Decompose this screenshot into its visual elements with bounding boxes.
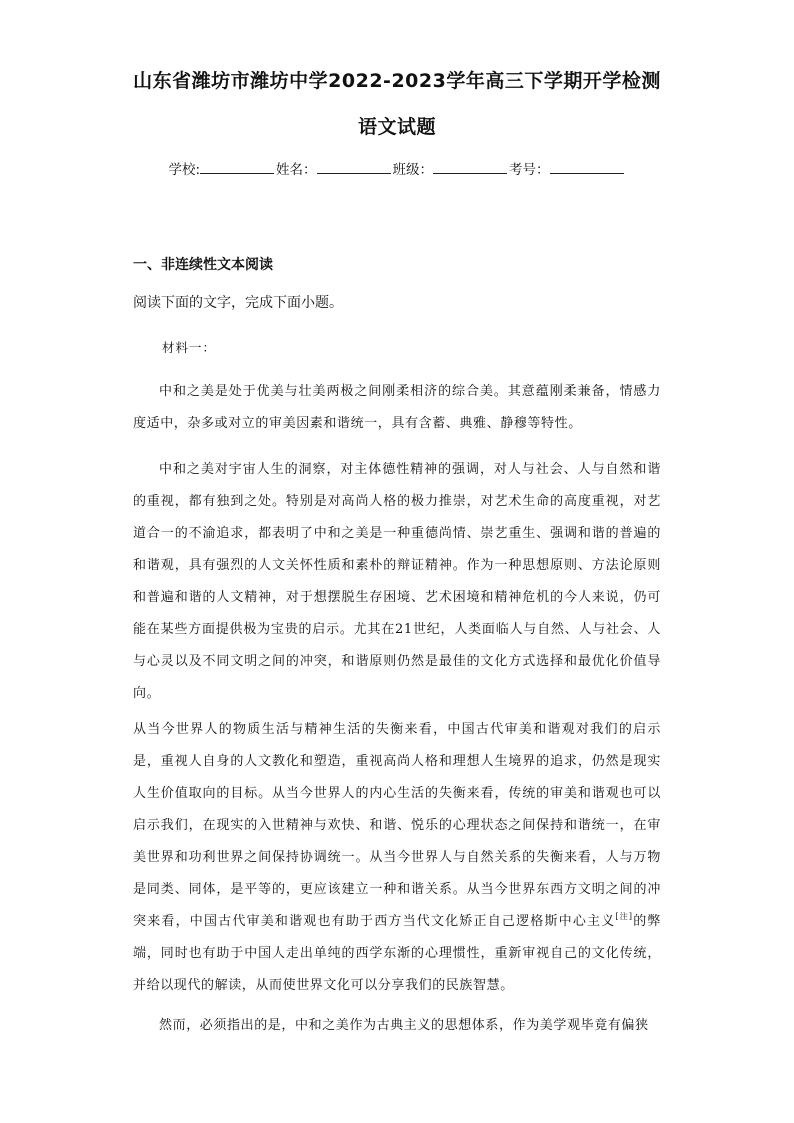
paragraph-3-text-b: 的弊端，同时也有助于中国人走出单纯的西学东渐的心理惯性，重新审视自己的文化传统，并给以现代的解读，从而使世界文化可以分享我们的民族智慧。 <box>133 914 662 993</box>
paragraph-4: 然而，必须指出的是，中和之美作为古典主义的思想体系，作为美学观毕竟有偏狭 <box>159 1018 649 1033</box>
material-label: 材料一： <box>162 340 217 355</box>
school-label: 学校: <box>168 162 201 178</box>
exam-title: 山东省潍坊市潍坊中学2022-2023学年高三下学期开学检测 <box>133 70 661 92</box>
footnote-marker: [注] <box>615 912 633 921</box>
student-info-row <box>0 158 794 178</box>
paragraph-3-text-a: 从当今世界人的物质生活与精神生活的失衡来看，中国古代审美和谐观对我们的启示是，重视人自身的人文教化和塑造，重视高尚人格和理想人生境界的追求，仍然是现实人生价值取向的目标。从当今世界人的内心生活的失衡来看，传统的审美和谐观也可以启示我们，在现实的入世精神与欢快、和谐、悦乐的心理状态之间保持和谐统一，在审美世界和功利世界之间保持协调统一。从当今世界人与自然关系的失衡来看，人与万物是同类、同体，是平等的，更应该建立一种和谐关系。从当今世界东西方文明之间的冲突来看，中国古代审美和谐观也有助于西方当代文化矫正自己逻格斯中心主义 <box>133 722 661 929</box>
exam-subtitle: 语文试题 <box>357 116 436 138</box>
exam-no-label: 考号： <box>509 162 550 178</box>
paragraph-3 <box>133 714 661 1002</box>
reading-instruction: 阅读下面的文字，完成下面小题。 <box>133 295 343 311</box>
school-field[interactable] <box>200 159 274 174</box>
paragraph-1: 中和之美是处于优美与壮美两极之间刚柔相济的综合美。其意蕴刚柔兼备，情感力度适中，杂多或对立的审美因素和谐统一，具有含蓄、典雅、静穆等特性。 <box>133 384 661 431</box>
class-label: 班级： <box>392 162 434 178</box>
exam-no-field[interactable] <box>550 159 624 174</box>
section-heading: 一、非连续性文本阅读 <box>133 257 273 273</box>
paragraph-2: 中和之美对宇宙人生的洞察，对主体德性精神的强调，对人与社会、人与自然和谐的重视，都有独到之处。特别是对高尚人格的极力推崇，对艺术生命的高度重视，对艺道合一的不渝追求，都表明了中和之美是一种重德尚情、崇艺重生、强调和谐的普遍的和谐观，具有强烈的人文关怀性质和素朴的辩证精神。作为一种思想原则、方法论原则和普遍和谐的人文精神，对于想摆脱生存困境、艺术困境和精神危机的今人来说，仍可能在某些方面提供极为宝贵的启示。尤其在21世纪，人类面临人与自然、人与社会、人与心灵以及不同文明之间的冲突，和谐原则仍然是最佳的文化方式选择和最优化价值导向。 <box>133 462 661 701</box>
class-field[interactable] <box>433 159 507 174</box>
name-field[interactable] <box>317 159 391 174</box>
name-label: 姓名： <box>276 162 317 178</box>
